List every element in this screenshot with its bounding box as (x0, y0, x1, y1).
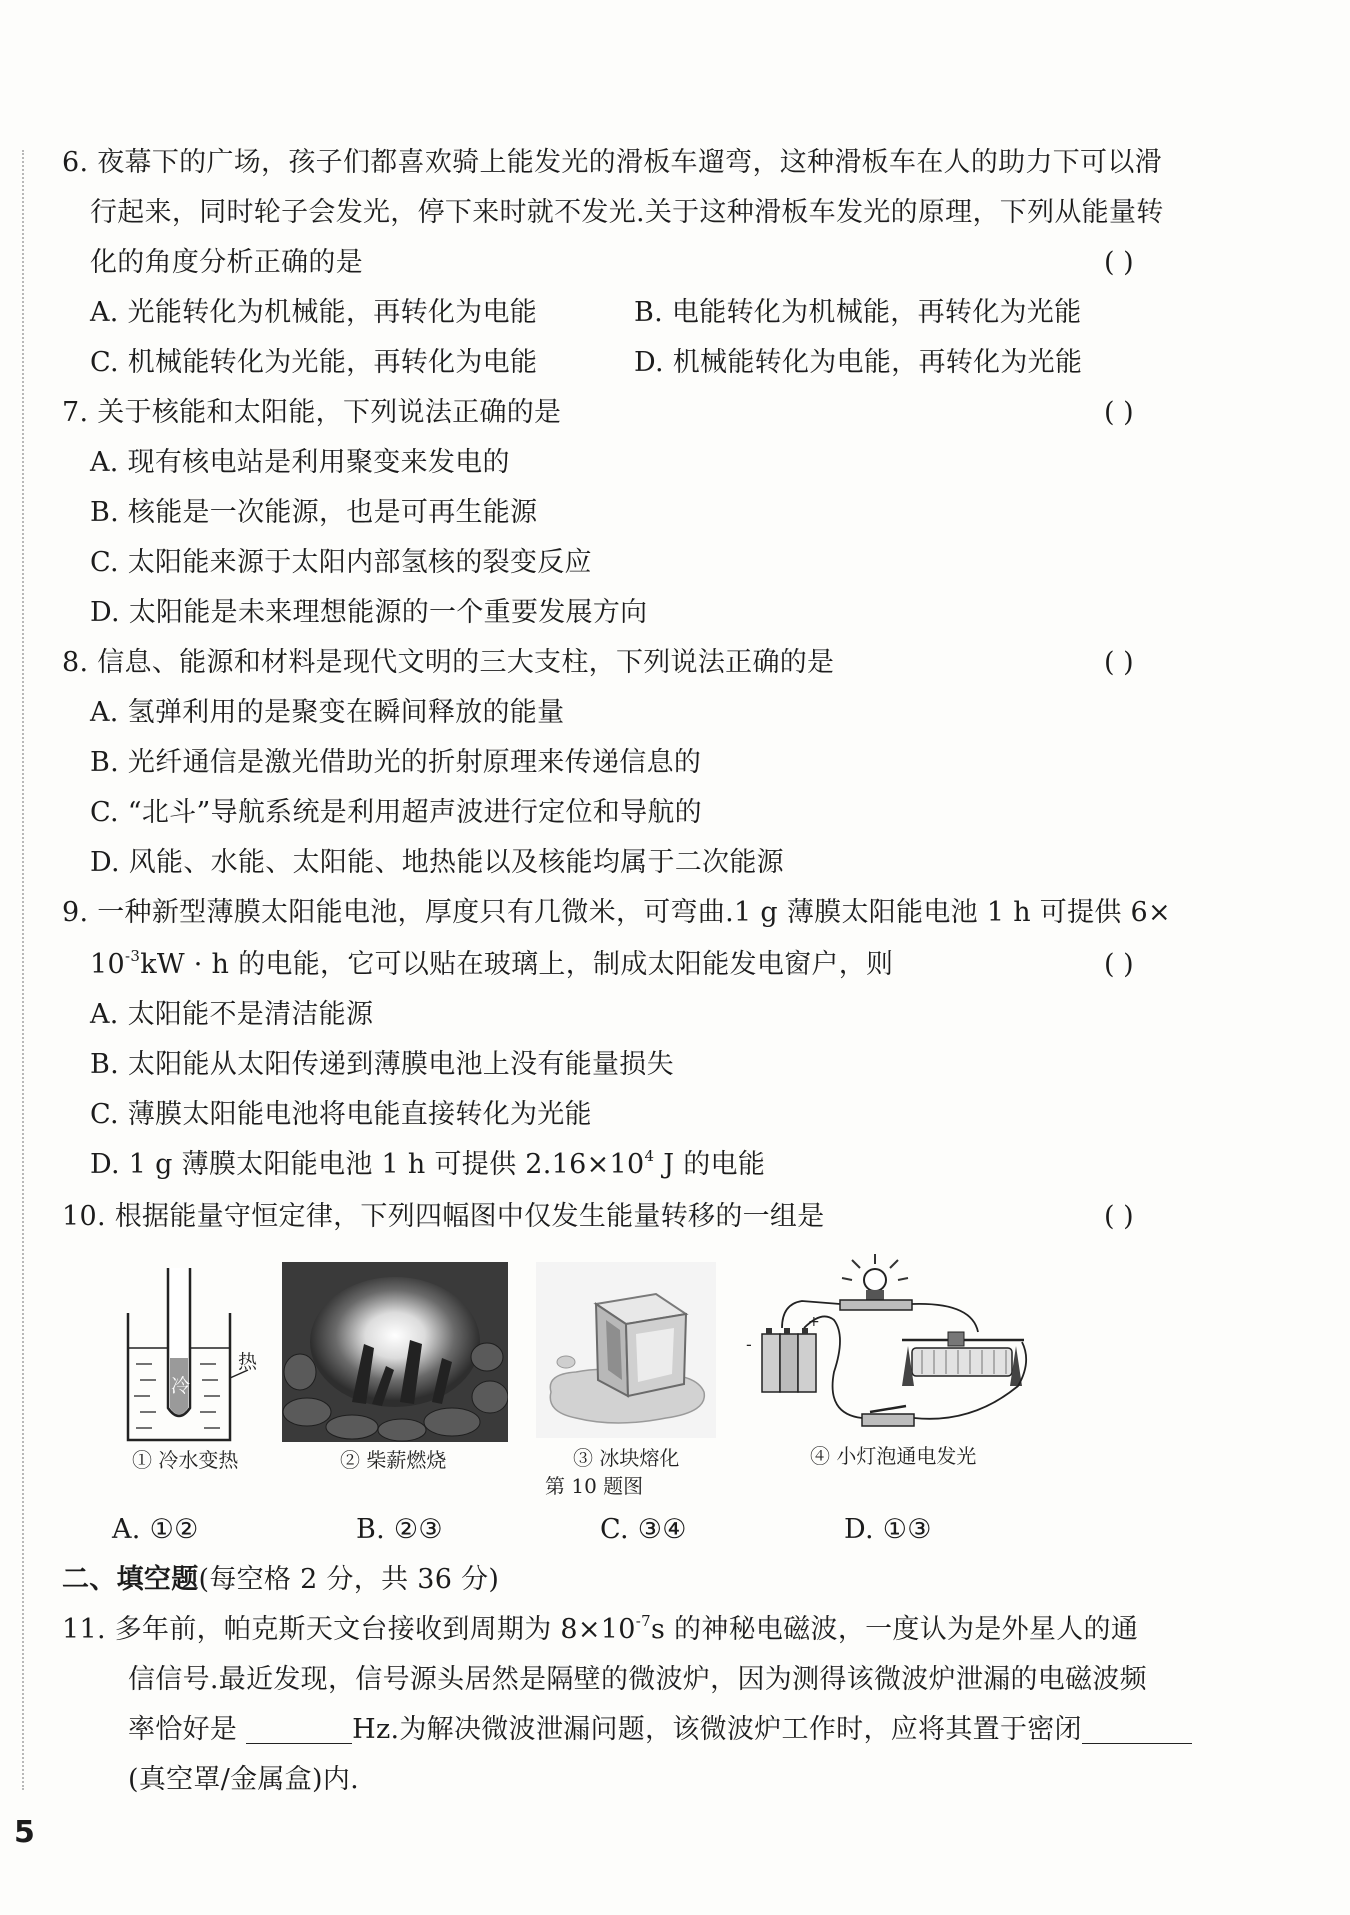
figure-bulb-circuit (742, 1246, 1062, 1442)
q11-stem-line2: 信信号.最近发现，信号源头居然是隔壁的微波炉，因为测得该微波炉泄漏的电磁波频 (128, 1664, 1147, 1695)
q9-option-d[interactable]: D. 1 g 薄膜太阳能电池 1 h 可提供 $2.16\times 10^4$ J 的电能 (90, 1147, 766, 1180)
q9-option-a[interactable]: A. 太阳能不是清洁能源 (90, 999, 374, 1030)
q9-answer-bracket[interactable]: ( ) (1104, 949, 1134, 980)
q6-stem-line1: 6. 夜幕下的广场，孩子们都喜欢骑上能发光的滑板车遛弯，这种滑板车在人的助力下可以滑 (62, 147, 1162, 178)
q10-option-c[interactable]: C. ③④ (600, 1514, 687, 1545)
q6-stem-line3: 化的角度分析正确的是 (90, 247, 363, 278)
q9-option-b[interactable]: B. 太阳能从太阳传递到薄膜电池上没有能量损失 (90, 1049, 674, 1080)
q7-answer-bracket[interactable]: ( ) (1104, 397, 1134, 428)
q8-stem: 8. 信息、能源和材料是现代文明的三大支柱，下列说法正确的是 (62, 647, 835, 678)
q6-option-b[interactable]: B. 电能转化为机械能，再转化为光能 (634, 297, 1082, 328)
q8-option-b[interactable]: B. 光纤通信是激光借助光的折射原理来传递信息的 (90, 747, 702, 778)
q6-option-a[interactable]: A. 光能转化为机械能，再转化为电能 (90, 297, 538, 328)
q11-blank-frequency[interactable] (246, 1713, 352, 1744)
q7-option-b[interactable]: B. 核能是一次能源，也是可再生能源 (90, 497, 538, 528)
svg-text:+: + (808, 1314, 820, 1330)
figure-title: 第 10 题图 (545, 1474, 644, 1498)
q9-option-c[interactable]: C. 薄膜太阳能电池将电能直接转化为光能 (90, 1099, 592, 1130)
figure-melting-ice-photo (536, 1262, 716, 1438)
q8-answer-bracket[interactable]: ( ) (1104, 647, 1134, 678)
q7-option-c[interactable]: C. 太阳能来源于太阳内部氢核的裂变反应 (90, 547, 592, 578)
q6-stem-line2: 行起来，同时轮子会发光，停下来时就不发光.关于这种滑板车发光的原理，下列从能量转 (90, 197, 1164, 228)
q8-option-d[interactable]: D. 风能、水能、太阳能、地热能以及核能均属于二次能源 (90, 847, 784, 878)
q10-stem: 10. 根据能量守恒定律，下列四幅图中仅发生能量转移的一组是 (62, 1201, 825, 1232)
section-2-heading: 二、填空题(每空格 2 分，共 36 分) (62, 1564, 500, 1595)
figure-caption-2: ② 柴薪燃烧 (340, 1448, 447, 1472)
q9-stem-line2: $10^{-3}kW \cdot h$ 的电能，它可以贴在玻璃上，制成太阳能发电窗户，则 (90, 947, 894, 980)
q7-option-a[interactable]: A. 现有核电站是利用聚变来发电的 (90, 447, 510, 478)
binding-cut-line (22, 150, 24, 1790)
q11-blank-enclosure[interactable] (1082, 1713, 1192, 1744)
q10-option-a[interactable]: A. ①② (112, 1514, 199, 1545)
figure-caption-4: ④ 小灯泡通电发光 (810, 1444, 977, 1468)
q7-option-d[interactable]: D. 太阳能是未来理想能源的一个重要发展方向 (90, 597, 648, 628)
q6-answer-bracket[interactable]: ( ) (1104, 247, 1134, 278)
q11-stem-line1: 11. 多年前，帕克斯天文台接收到周期为 $8\times 10^{-7}s$ 的神秘电磁波，一度认为是外星人的通 (62, 1612, 1139, 1645)
q7-stem: 7. 关于核能和太阳能，下列说法正确的是 (62, 397, 562, 428)
q6-option-c[interactable]: C. 机械能转化为光能，再转化为电能 (90, 347, 538, 378)
q8-option-c[interactable]: C. “北斗”导航系统是利用超声波进行定位和导航的 (90, 797, 702, 828)
figure-label-cold: 冷 (171, 1375, 191, 1397)
q10-option-d[interactable]: D. ①③ (844, 1514, 932, 1545)
figure-caption-1: ① 冷水变热 (132, 1448, 239, 1472)
figure-campfire-photo (282, 1262, 508, 1442)
figure-cold-water-beaker (110, 1268, 270, 1450)
q8-option-a[interactable]: A. 氢弹利用的是聚变在瞬间释放的能量 (90, 697, 565, 728)
q10-option-b[interactable]: B. ②③ (356, 1514, 443, 1545)
q11-stem-line4: (真空罩/金属盒)内. (128, 1764, 360, 1795)
q9-stem-line1: 9. 一种新型薄膜太阳能电池，厚度只有几微米，可弯曲.1 g 薄膜太阳能电池 1 h 可提供 6× (62, 897, 1171, 928)
figure-label-hot: 热 (238, 1351, 258, 1373)
q6-option-d[interactable]: D. 机械能转化为电能，再转化为光能 (634, 347, 1083, 378)
q11-stem-line3: 率恰好是 Hz.为解决微波泄漏问题，该微波炉工作时，应将其置于密闭 (128, 1705, 1192, 1755)
svg-text:-: - (746, 1335, 752, 1354)
q10-answer-bracket[interactable]: ( ) (1104, 1201, 1134, 1232)
figure-caption-3: ③ 冰块熔化 (573, 1446, 680, 1470)
page-number: 5 (14, 1815, 35, 1850)
